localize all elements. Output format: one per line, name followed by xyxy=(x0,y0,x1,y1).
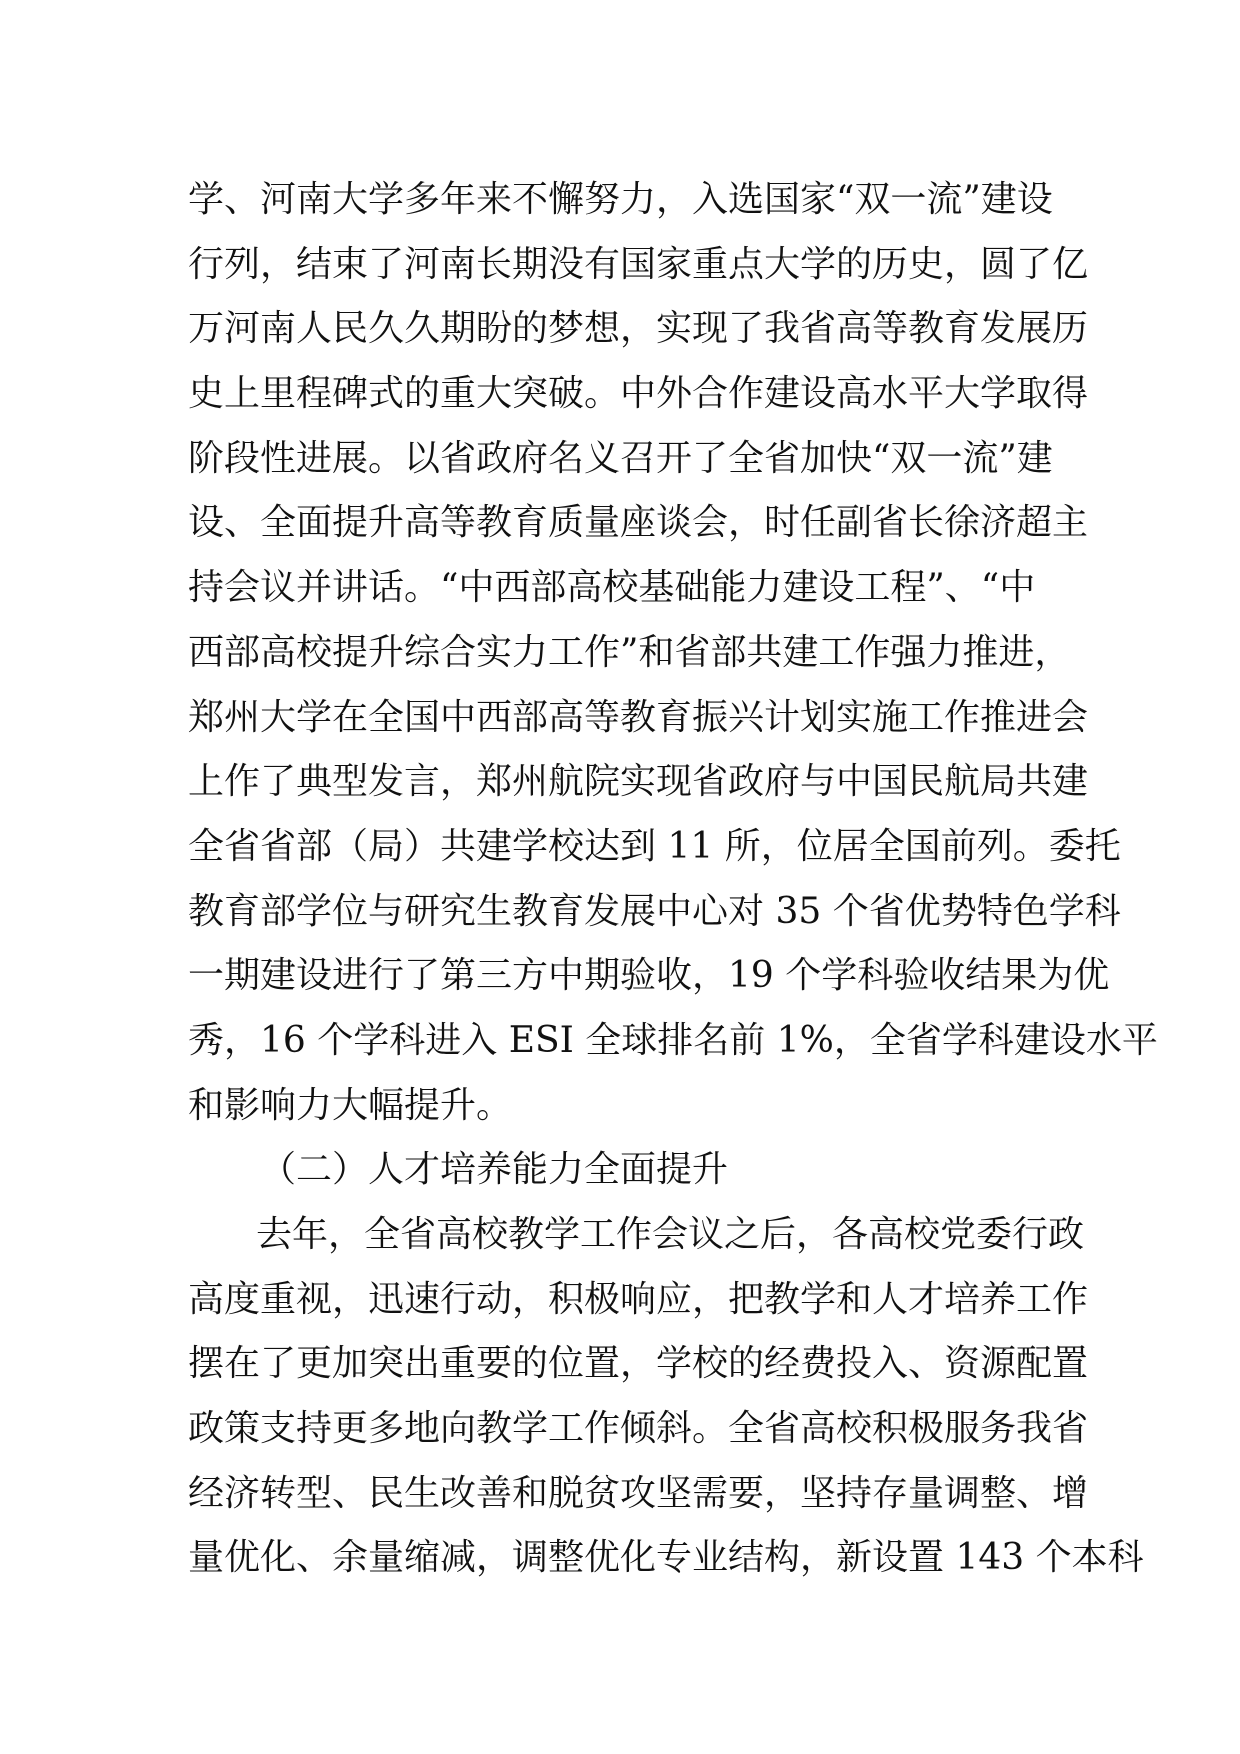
text-line: 设、全面提升高等教育质量座谈会，时任副省长徐济超主 xyxy=(188,502,1089,544)
text-line: 摆在了更加突出重要的位置，学校的经费投入、资源配置 xyxy=(188,1343,1089,1385)
text-line: 全省省部（局）共建学校达到 11 所，位居全国前列。委托 xyxy=(188,825,1121,867)
text-line: 上作了典型发言，郑州航院实现省政府与中国民航局共建 xyxy=(188,761,1089,803)
body-text xyxy=(188,168,1158,1591)
paragraph-first-line: 去年，全省高校教学工作会议之后，各高校党委行政 xyxy=(256,1214,1085,1255)
text-line: 万河南人民久久期盼的梦想，实现了我省高等教育发展历 xyxy=(188,308,1089,350)
text-line: 阶段性进展。以省政府名义召开了全省加快“双一流”建 xyxy=(188,437,1053,479)
text-line: 持会议并讲话。“中西部高校基础能力建设工程”、“中 xyxy=(188,567,1036,609)
section-heading: （二）人才培养能力全面提升 xyxy=(260,1149,729,1191)
text-line: 教育部学位与研究生教育发展中心对 35 个省优势特色学科 xyxy=(188,890,1121,932)
text-line: 经济转型、民生改善和脱贫攻坚需要，坚持存量调整、增 xyxy=(188,1472,1089,1514)
text-line: 量优化、余量缩减，调整优化专业结构，新设置 143 个本科 xyxy=(188,1537,1144,1579)
text-line: 学、河南大学多年来不懈努力，入选国家“双一流”建设 xyxy=(188,179,1053,220)
text-line: 郑州大学在全国中西部高等教育振兴计划实施工作推进会 xyxy=(188,696,1089,738)
text-line: 西部高校提升综合实力工作”和省部共建工作强力推进， xyxy=(188,631,1071,673)
text-line: 史上里程碑式的重大突破。中外合作建设高水平大学取得 xyxy=(188,373,1089,415)
text-line: 和影响力大幅提升。 xyxy=(188,1084,513,1126)
text-line: 秀，16 个学科进入 ESI 全球排名前 1%，全省学科建设水平 xyxy=(188,1019,1158,1061)
text-line: 一期建设进行了第三方中期验收，19 个学科验收结果为优 xyxy=(188,955,1110,997)
text-line: 政策支持更多地向教学工作倾斜。全省高校积极服务我省 xyxy=(188,1408,1089,1450)
text-line: 高度重视，迅速行动，积极响应，把教学和人才培养工作 xyxy=(188,1278,1089,1320)
text-line: 行列，结束了河南长期没有国家重点大学的历史，圆了亿 xyxy=(188,243,1089,285)
